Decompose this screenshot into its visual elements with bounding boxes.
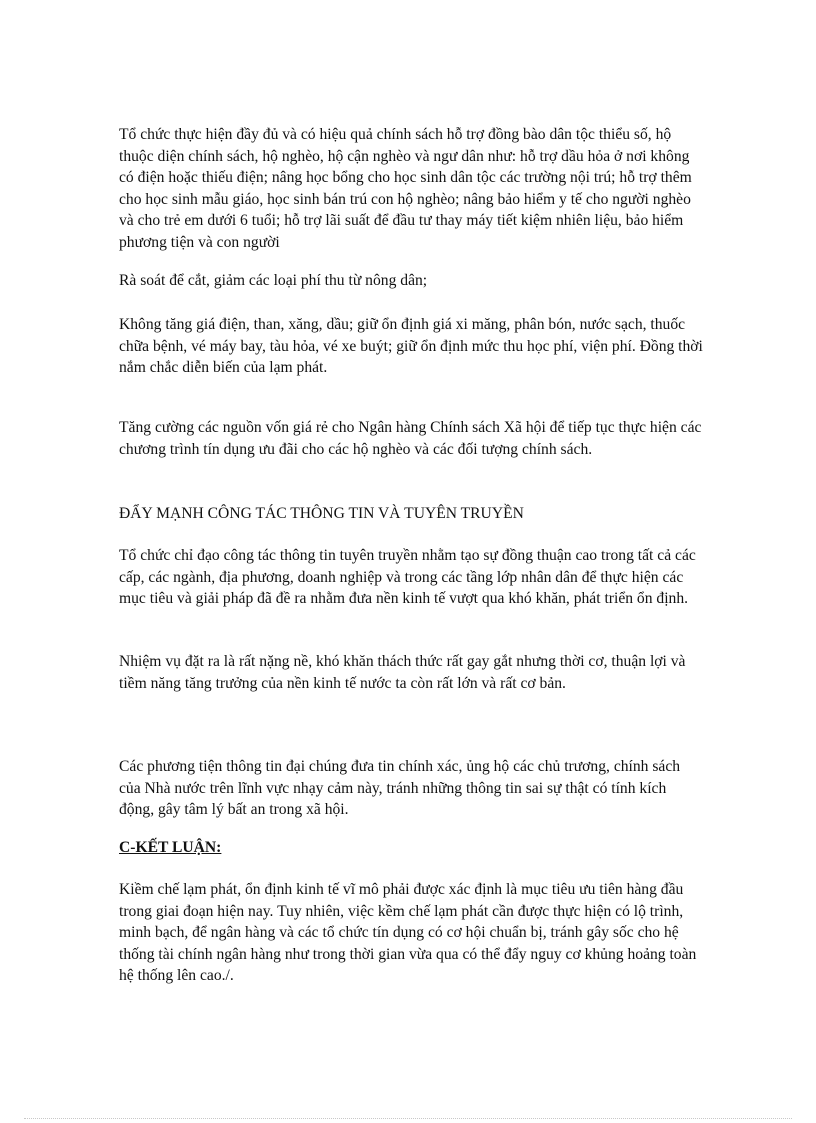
paragraph-mass-media: Các phương tiện thông tin đại chúng đưa tin chính xác, ủng hộ các chủ trương, chính sách của Nhà nước trên lĩnh vực nhạy cảm này, tránh những thông tin sai sự thật có tính kích động, gây tâm lý bất an trong xã hội. [119, 758, 681, 819]
paragraph-propaganda-direction: Tổ chức chỉ đạo công tác thông tin tuyên truyền nhằm tạo sự đồng thuận cao trong tất cả các cấp, các ngành, địa phương, doanh nghiệp và trong các tầng lớp nhân dân để thực hiện các mục tiêu và giải pháp đã đề ra nhằm đưa nền kinh tế vượt qua khó khăn, phát triển ổn định. [119, 547, 696, 608]
section-heading-communication: ĐẨY MẠNH CÔNG TÁC THÔNG TIN VÀ TUYÊN TRUYỀN [119, 505, 524, 522]
paragraph-fee-review: Rà soát để cắt, giảm các loại phí thu từ nông dân; [119, 272, 428, 289]
paragraph-cheap-capital: Tăng cường các nguồn vốn giá rẻ cho Ngân hàng Chính sách Xã hội để tiếp tục thực hiện các chương trình tín dụng ưu đãi cho các hộ nghèo và các đối tượng chính sách. [119, 419, 702, 458]
section-heading-conclusion: C-KẾT LUẬN: [119, 839, 222, 856]
paragraph-conclusion: Kiềm chế lạm phát, ổn định kinh tế vĩ mô phải được xác định là mục tiêu ưu tiên hàng đầu trong giai đoạn hiện nay. Tuy nhiên, việc kềm chế lạm phát cần được thực hiện có lộ trình, minh bạch, để ngân hàng và các tổ chức tín dụng có cơ hội chuẩn bị, tránh gây sốc cho hệ thống tài chính ngân hàng như trong thời gian vừa qua có thể đẩy nguy cơ khủng hoảng toàn hệ thống lên cao./. [119, 881, 697, 985]
paragraph-ethnic-support-policy: Tổ chức thực hiện đầy đủ và có hiệu quả chính sách hỗ trợ đồng bào dân tộc thiểu số, hộ thuộc diện chính sách, hộ nghèo, hộ cận nghèo và ngư dân như: hỗ trợ dầu hỏa ở nơi không có điện hoặc thiếu điện; nâng học bổng cho học sinh dân tộc các trường nội trú; hỗ trợ thêm cho học sinh mẫu giáo, học sinh bán trú con hộ nghèo; nâng bảo hiểm y tế cho người nghèo và cho trẻ em dưới 6 tuổi; hỗ trợ lãi suất để đầu tư thay máy tiết kiệm nhiên liệu, bảo hiểm phương tiện và con người [119, 126, 692, 251]
paragraph-tasks-and-opportunities: Nhiệm vụ đặt ra là rất nặng nề, khó khăn thách thức rất gay gắt nhưng thời cơ, thuận lợi và tiềm năng tăng trưởng của nền kinh tế nước ta còn rất lớn và rất cơ bản. [119, 653, 686, 692]
page-bottom-divider [24, 1118, 792, 1119]
paragraph-price-stability: Không tăng giá điện, than, xăng, dầu; giữ ổn định giá xi măng, phân bón, nước sạch, thuốc chữa bệnh, vé máy bay, tàu hỏa, vé xe buýt; giữ ổn định mức thu học phí, viện phí. Đồng thời nắm chắc diễn biến của lạm phát. [119, 316, 703, 377]
